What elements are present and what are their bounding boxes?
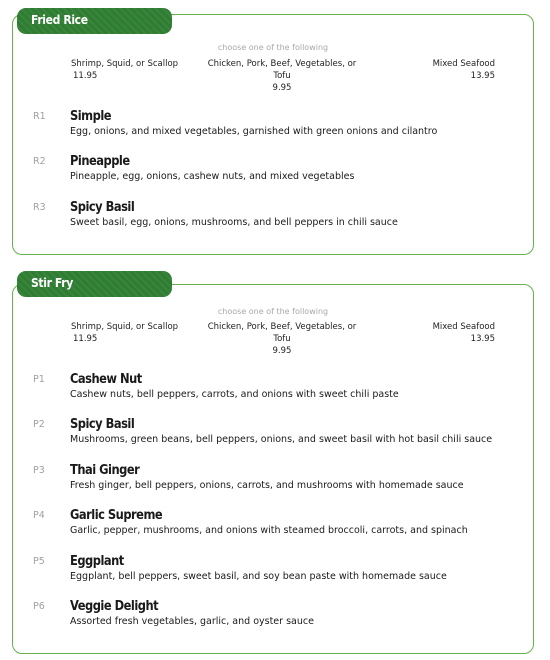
item-description: Assorted fresh vegetables, garlic, and oyster sauce — [70, 616, 314, 627]
item-name: Thai Ginger — [70, 462, 140, 478]
price-option-seafood-select — [71, 321, 178, 345]
price-option-value: 11.95 — [73, 71, 98, 81]
price-option-label: Chicken, Pork, Beef, Vegetables, or Tofu — [207, 59, 357, 81]
choose-one-label: choose one of the following — [217, 43, 329, 52]
item-name: Pineapple — [70, 153, 130, 169]
item-name: Cashew Nut — [70, 371, 142, 387]
price-option-label: Chicken, Pork, Beef, Vegetables, or Tofu — [207, 322, 357, 344]
section-title: Stir Fry — [31, 276, 73, 290]
item-name: Simple — [70, 108, 112, 124]
price-option-value: 9.95 — [272, 346, 292, 356]
price-option-value: 13.95 — [470, 71, 495, 81]
item-name: Eggplant — [70, 553, 124, 569]
item-name: Veggie Delight — [70, 598, 159, 614]
price-option-label: Mixed Seafood — [432, 59, 495, 69]
price-option-label: Mixed Seafood — [432, 322, 495, 332]
price-option-value: 11.95 — [73, 334, 98, 344]
stir-fry-section — [12, 284, 534, 654]
price-option-value: 9.95 — [272, 83, 292, 93]
section-tab-stir-fry — [17, 271, 172, 297]
item-code: R2 — [33, 156, 46, 167]
item-name: Spicy Basil — [70, 416, 135, 432]
item-description: Fresh ginger, bell peppers, onions, carrots, and mushrooms with homemade sauce — [70, 480, 464, 491]
item-code: P2 — [33, 419, 45, 430]
item-code: R3 — [33, 202, 46, 213]
section-tab-fried-rice — [17, 8, 172, 34]
item-description: Garlic, pepper, mushrooms, and onions with steamed broccoli, carrots, and spinach — [70, 525, 468, 536]
price-option-seafood-select — [71, 58, 178, 82]
item-name: Garlic Supreme — [70, 507, 163, 523]
fried-rice-section — [12, 14, 534, 255]
item-code: P6 — [33, 601, 45, 612]
item-description: Cashew nuts, bell peppers, carrots, and onions with sweet chili paste — [70, 389, 399, 400]
choose-one-label: choose one of the following — [217, 307, 329, 316]
section-title: Fried Rice — [31, 13, 88, 27]
item-description: Pineapple, egg, onions, cashew nuts, and mixed vegetables — [70, 171, 355, 182]
price-option-mixed-seafood — [433, 58, 495, 82]
item-description: Mushrooms, green beans, bell peppers, onions, and sweet basil with hot basil chili sauce — [70, 434, 493, 445]
price-option-standard — [198, 58, 366, 94]
item-name: Spicy Basil — [70, 199, 135, 215]
item-description: Sweet basil, egg, onions, mushrooms, and bell peppers in chili sauce — [70, 217, 398, 228]
price-option-label: Shrimp, Squid, or Scallop — [71, 59, 179, 69]
item-code: P5 — [33, 556, 45, 567]
item-code: P4 — [33, 510, 45, 521]
price-option-mixed-seafood — [433, 321, 495, 345]
item-code: P1 — [33, 374, 45, 385]
price-option-standard — [198, 321, 366, 357]
item-description: Egg, onions, and mixed vegetables, garnished with green onions and cilantro — [70, 126, 438, 137]
item-code: R1 — [33, 111, 46, 122]
item-description: Eggplant, bell peppers, sweet basil, and soy bean paste with homemade sauce — [70, 571, 447, 582]
price-option-label: Shrimp, Squid, or Scallop — [71, 322, 179, 332]
price-option-value: 13.95 — [470, 334, 495, 344]
item-code: P3 — [33, 465, 45, 476]
